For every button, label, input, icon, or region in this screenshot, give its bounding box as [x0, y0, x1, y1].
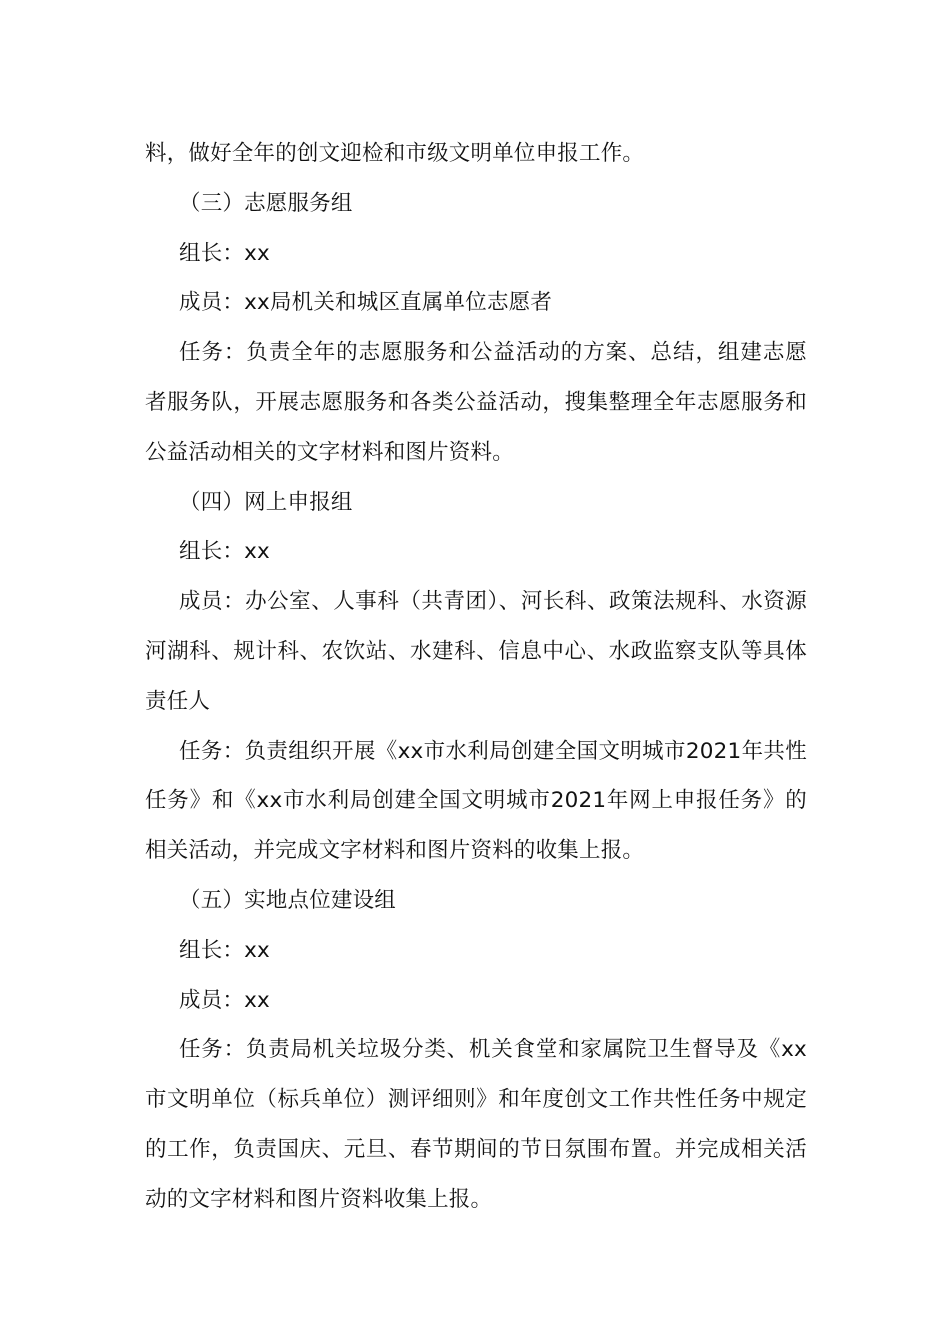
site-construction-group-leader: 组长：xx [179, 937, 270, 963]
paragraph-continuation: 料，做好全年的创文迎检和市级文明单位申报工作。 [145, 141, 645, 166]
volunteer-group-members: 成员：xx局机关和城区直属单位志愿者 [179, 290, 553, 316]
document-body [145, 129, 807, 1225]
section-heading-site-construction-group: （五）实地点位建设组 [179, 887, 397, 913]
online-filing-group-leader: 组长：xx [179, 539, 270, 565]
online-filing-group-tasks: 任务：负责组织开展《xx市水利局创建全国文明城市2021年共性任务》和《xx市水利局创建全国文明城市2021年网上申报任务》的相关活动，并完成文字材料和图片资料的收集上报。 [145, 738, 807, 864]
online-filing-group-members: 成员：办公室、人事科（共青团）、河长科、政策法规科、水资源河湖科、规计科、农饮站、水建科、信息中心、水政监察支队等具体责任人 [145, 589, 807, 714]
site-construction-group-tasks: 任务：负责局机关垃圾分类、机关食堂和家属院卫生督导及《xx市文明单位（标兵单位）测评细则》和年度创文工作共性任务中规定的工作，负责国庆、元旦、春节期间的节日氛围布置。并完成相关活动的文字材料和图片资料收集上报。 [145, 1037, 807, 1212]
volunteer-group-leader: 组长：xx [179, 240, 270, 266]
section-heading-online-filing-group: （四）网上申报组 [179, 489, 353, 515]
section-heading-volunteer-group: （三）志愿服务组 [179, 190, 353, 216]
site-construction-group-members: 成员：xx [179, 987, 270, 1013]
volunteer-group-tasks: 任务：负责全年的志愿服务和公益活动的方案、总结，组建志愿者服务队，开展志愿服务和各类公益活动，搜集整理全年志愿服务和公益活动相关的文字材料和图片资料。 [145, 340, 807, 465]
